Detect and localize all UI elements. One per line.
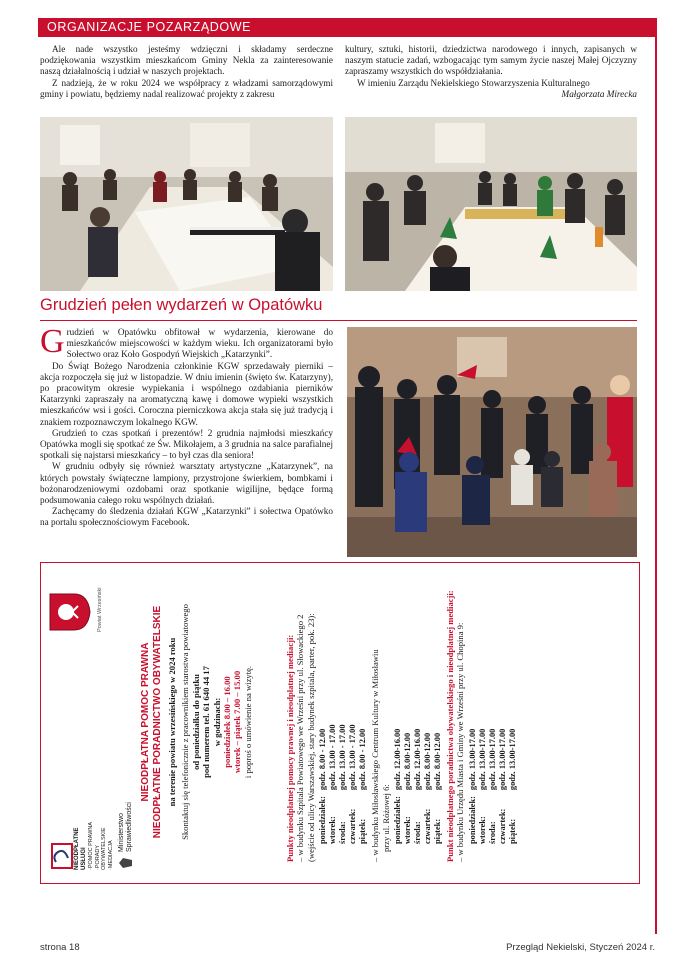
hours-time: godz. 8.00-12.00 <box>423 732 433 791</box>
point-1-hours <box>318 718 368 844</box>
hours-day: czwartek: <box>348 808 358 844</box>
hours-day: wtorek: <box>477 816 487 844</box>
page-side-rule <box>655 18 657 934</box>
photo-banquet-hall <box>40 117 333 291</box>
ad-contact-days: od poniedziałku do piątku <box>190 674 201 770</box>
ad-contact-phone: pod numerem tel. 61 640 44 17 <box>201 666 212 778</box>
point-3-line: – w budynku Urzędu Miasta i Gminy we Wrześni przy ul. Chopina 9: <box>455 622 466 862</box>
paragraph: Ale nade wszystko jesteśmy wdzięczni i składamy serdeczne podziękowania wszystkim mieszkańcom Gminy Nekla za zainteresowanie naszą działalnością i udział w naszych projektach. <box>40 44 333 77</box>
hours-day: poniedziałek: <box>467 796 477 844</box>
ad-hours-1: poniedziałek 8.00 – 16.00 <box>222 676 233 768</box>
hours-time: godz. 12.00-16.00 <box>393 728 403 791</box>
title-underline <box>40 320 637 321</box>
hours-day: wtorek: <box>403 816 413 844</box>
hours-row <box>478 723 488 844</box>
hours-row <box>328 718 338 844</box>
logo-title: NIEODPŁATNE USŁUGI <box>74 827 87 870</box>
photo-guests-at-table <box>345 117 637 291</box>
county-crest-icon <box>48 592 92 632</box>
hours-time: godz. 12.00-16.00 <box>413 728 423 791</box>
point-3-hours <box>468 723 518 844</box>
point-3-title: Punkt nieodpłatnego poradnictwa obywatelskiego i nieodpłatnej mediacji: <box>445 590 456 862</box>
paragraph: Do Świąt Bożego Narodzenia członkinie KGW sprzedawały pierniki – akcja rozpoczęła się już w listopadzie. W dniu imienin (święto św. Katarzyny), po pracowitym okresie wypiekania i wspólnego ozdabiania pierników Katarzynki zapraszały na aromatyczną kawę i domowe wypieki wszystkich mieszkańców wsi i gości. Coroczna pierniczkowa akcja stała się już tradycją i znakiem rozpoznawczym lokalnego KGW. <box>40 360 333 427</box>
first-paragraph-text: rudzień w Opatówku obfitował w wydarzenia, kierowane do mieszkańców miejscowości w każdym wieku. Ich organizatorami było Sołectwo oraz Koło Gospodyń Wiejskich „Katarzynki”. <box>66 327 333 360</box>
logo-line: ·MEDIACJA <box>107 840 114 870</box>
dropcap: G <box>40 323 65 360</box>
point-1-line: – w budynku Szpitala Powiatowego we Wrześni przy ul. Słowackiego 2 <box>295 614 306 862</box>
legal-aid-ad <box>40 562 638 882</box>
hours-row <box>468 723 478 844</box>
article-title: Grudzień pełen wydarzeń w Opatówku <box>40 296 323 314</box>
paragraph: Z nadzieją, że w roku 2024 we współpracy z władzami samorządowymi gminy i powiatu, będziemy nadal realizować projekty z zakresu <box>40 77 333 99</box>
eagle-icon <box>118 856 134 870</box>
ad-title-1: NIEODPŁATNA POMOC PRAWNA <box>140 642 151 802</box>
ministry-line: Sprawiedliwości <box>126 802 133 852</box>
nieodplatne-uslugi-logo <box>50 808 114 870</box>
top-left-column <box>40 44 333 100</box>
ad-title-2: NIEODPŁATNE PORADNICTWO OBYWATELSKIE <box>152 605 163 839</box>
balance-logo-icon <box>50 842 74 870</box>
points-title: Punkty nieodpłatnej pomocy prawnej i nieodpłatnej mediacji: <box>285 634 295 862</box>
hours-time: godz. 13.00-17.00 <box>507 728 517 791</box>
hours-time: godz. 13.00 - 17.00 <box>348 724 358 791</box>
hours-day: wtorek: <box>328 816 338 844</box>
point-2-line: – w budynku Miłosławskiego Centrum Kultury w Miłosławiu <box>370 649 381 862</box>
hours-time: godz. 8.00-12.00 <box>433 732 443 791</box>
logo-line: ·POMOC PRAWNA <box>88 821 94 870</box>
hours-time: godz. 13.00 - 17.00 <box>328 724 338 791</box>
hours-row <box>358 718 368 844</box>
hours-day: piątek: <box>433 818 443 844</box>
ad-contact-line: Skontaktuj się telefonicznie z pracownikiem starostwa powiatowego <box>180 604 191 840</box>
hours-day: poniedziałek: <box>318 796 328 844</box>
hours-row <box>338 718 348 844</box>
hours-day: środa: <box>338 821 348 844</box>
top-right-column <box>345 44 637 100</box>
ad-hours-2: wtorek – piątek 7.00 – 15.00 <box>232 670 243 774</box>
publication-name: Przegląd Nekielski, Styczeń 2024 r. <box>506 942 655 953</box>
ministry-line: Ministerstwo <box>118 813 125 852</box>
hours-time: godz. 8.00 - 12.00 <box>358 728 368 791</box>
hours-day: czwartek: <box>497 808 507 844</box>
ad-hours-label: w godzinach: <box>211 697 222 747</box>
hours-day: poniedziałek: <box>393 796 403 844</box>
hours-time: godz. 13.00-17.00 <box>497 728 507 791</box>
ad-header <box>140 582 253 862</box>
hours-time: godz. 13.00-17.00 <box>487 728 497 791</box>
ad-subtitle: na terenie powiatu wrzesińskiego w 2024 roku <box>167 637 177 807</box>
hours-day: piątek: <box>507 818 517 844</box>
hours-day: środa: <box>487 821 497 844</box>
hours-row <box>423 723 433 844</box>
crest-label: Powiat Wrzesiński <box>97 587 103 632</box>
page-number: strona 18 <box>40 942 80 953</box>
point-1-note: (wejście od ulicy Warszawskiej, stary budynek szpitala, parter, pok. 23): <box>305 613 316 862</box>
hours-row <box>488 723 498 844</box>
hours-row <box>433 723 443 844</box>
paragraph: W imieniu Zarządu Nekielskiego Stowarzyszenia Kulturalnego <box>357 77 590 88</box>
hours-day: czwartek: <box>423 808 433 844</box>
hours-row <box>498 723 508 844</box>
logo-line: ·PORADY OBYWATELSKIE <box>94 827 107 870</box>
hours-day: środa: <box>413 821 423 844</box>
hours-time: godz. 13.00 - 17.00 <box>338 724 348 791</box>
hours-time: godz. 13.00-17.00 <box>467 728 477 791</box>
hours-row <box>393 723 403 844</box>
point-2-note: przy ul. Różowej 6: <box>380 784 391 852</box>
ministry-logo <box>118 780 134 870</box>
photo-children-group <box>347 327 637 557</box>
point-2-hours <box>393 723 443 844</box>
paragraph: W grudniu odbyły się również warsztaty artystyczne „Katarzynek”, na których powstały świąteczne lampiony, przystrojone świerkiem, bombkami i bożonarodzeniowymi ozdobami oraz spotkanie wigilijne, będące formą podsumowania całego roku wspólnych działań. <box>40 461 333 506</box>
ad-appointment: i poproś o umówienie na wizytę. <box>242 665 253 779</box>
section-title: ORGANIZACJE POZARZĄDOWE <box>47 20 252 34</box>
paragraph: kultury, sztuki, historii, dziedzictwa narodowego i innych, zapisanych w naszym statucie zadań, wzbogacając tym samym życie naszej Małej Ojczyzny zapraszamy wszystkich do współdziałania. <box>345 44 637 77</box>
hours-day: piątek: <box>358 818 368 844</box>
section-header-bar <box>38 18 657 37</box>
hours-row <box>413 723 423 844</box>
hours-row <box>403 723 413 844</box>
hours-row <box>348 718 358 844</box>
signature: Małgorzata Mirecka <box>561 88 637 99</box>
hours-time: godz. 8.00-12.00 <box>403 732 413 791</box>
article-first-paragraph <box>40 323 333 361</box>
hours-time: godz. 13.00-17.00 <box>477 728 487 791</box>
hours-row <box>508 723 518 844</box>
paragraph: Grudzień to czas spotkań i prezentów! 2 grudnia najmłodsi mieszkańcy Opatówka mogli się spotkać ze Św. Mikołajem, a 3 grudnia na salce parafialnej spotkali się najstarsi mieszkańcy – to był czas dla seniora! <box>40 427 333 461</box>
paragraph: Zachęcamy do śledzenia działań KGW „Katarzynki” i sołectwa Opatówko na portalu społecznościowym Facebook. <box>40 506 333 528</box>
hours-time: godz. 8.00 - 12.00 <box>318 728 328 791</box>
hours-row <box>318 718 328 844</box>
article-body <box>40 323 333 529</box>
county-crest <box>48 572 104 632</box>
ad-points <box>285 572 518 862</box>
